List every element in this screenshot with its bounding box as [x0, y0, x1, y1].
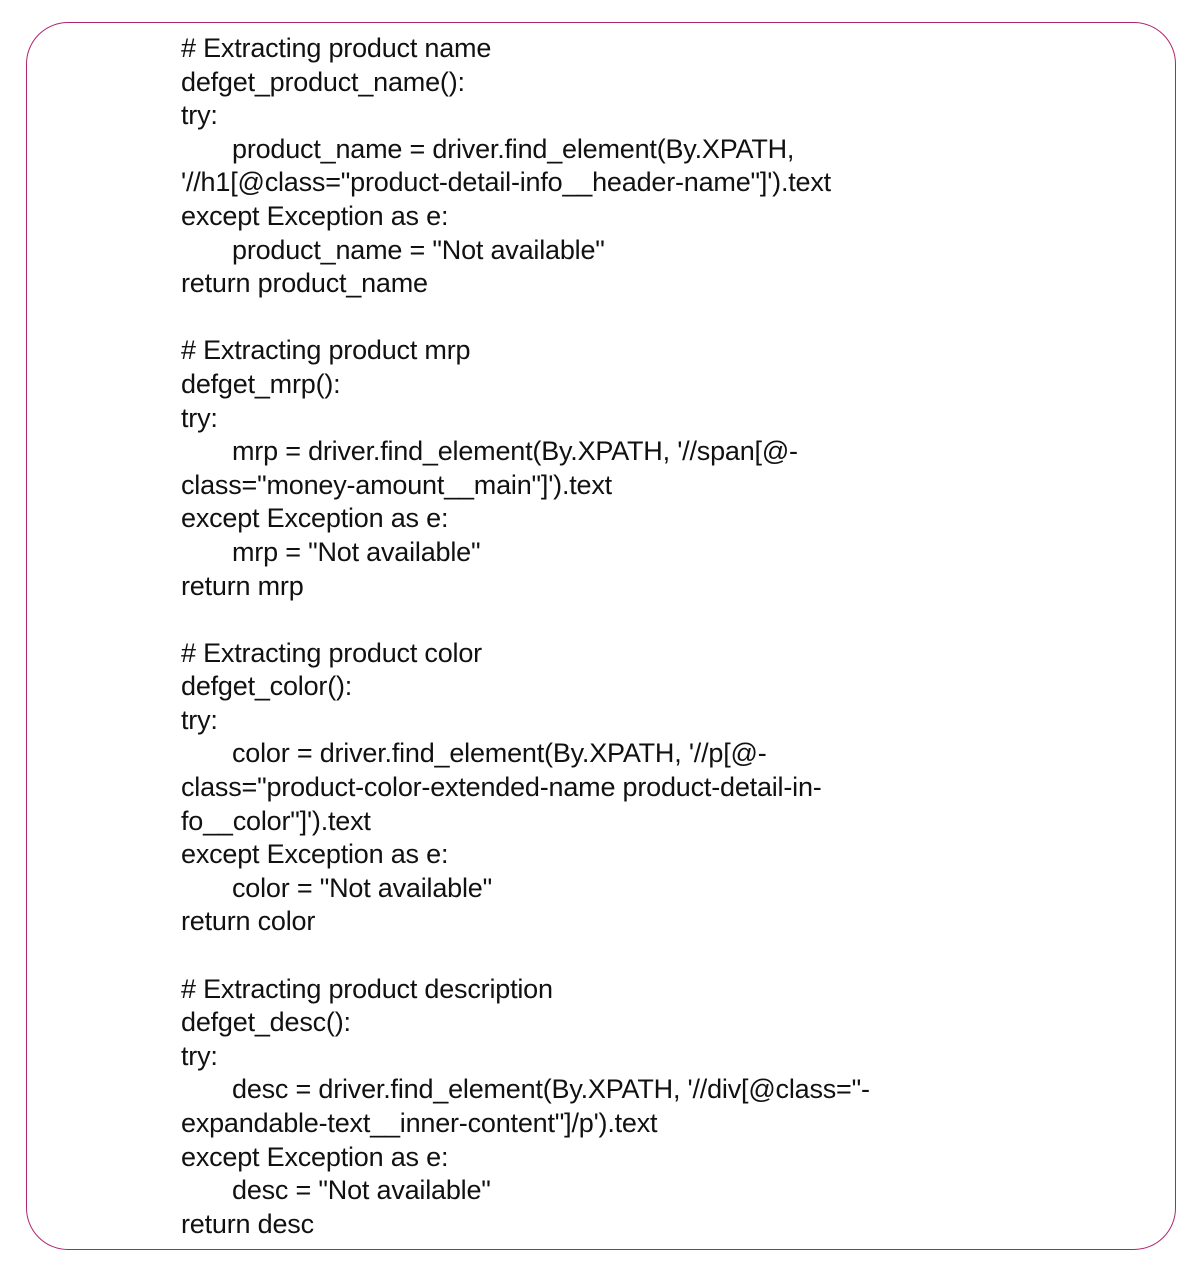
code-line: try:	[181, 402, 218, 433]
code-line: mrp = "Not available"	[232, 536, 481, 567]
code-line: class="money-amount__main"]').text	[181, 469, 612, 500]
code-block	[181, 32, 1041, 1241]
code-line: return mrp	[181, 570, 304, 601]
code-line: color = driver.find_element(By.XPATH, '//p[@-	[232, 738, 767, 769]
code-line: defget_color():	[181, 671, 353, 702]
code-line: class="product-color-extended-name product-detail-in-	[181, 772, 822, 803]
code-line: defget_desc():	[181, 1007, 351, 1038]
code-line: product_name = driver.find_element(By.XPATH,	[232, 133, 795, 164]
code-line: except Exception as e:	[181, 839, 449, 870]
code-line: color = "Not available"	[232, 872, 492, 903]
code-line: expandable-text__inner-content"]/p').text	[181, 1108, 658, 1138]
code-line: defget_product_name():	[181, 66, 465, 97]
code-line: except Exception as e:	[181, 503, 449, 534]
code-line: try:	[181, 100, 218, 131]
code-line: fo__color"]').text	[181, 805, 371, 836]
code-line: product_name = "Not available"	[232, 234, 605, 265]
blank-line	[181, 301, 1041, 335]
code-line: return desc	[181, 1208, 314, 1239]
blank-line	[181, 939, 1041, 973]
code-line: return product_name	[181, 268, 428, 299]
code-line: desc = "Not available"	[232, 1175, 491, 1206]
code-line: try:	[181, 1040, 218, 1071]
code-line: defget_mrp():	[181, 368, 341, 399]
code-line: except Exception as e:	[181, 200, 449, 231]
code-line: # Extracting product description	[181, 973, 553, 1004]
code-line: return color	[181, 906, 316, 937]
code-line: desc = driver.find_element(By.XPATH, '//div[@class="-	[232, 1074, 870, 1105]
code-line: # Extracting product mrp	[181, 335, 471, 366]
code-line: '//h1[@class="product-detail-info__header-name"]').text	[181, 167, 831, 198]
blank-line	[181, 603, 1041, 637]
code-line: try:	[181, 704, 218, 735]
code-line: except Exception as e:	[181, 1141, 449, 1172]
code-line: # Extracting product color	[181, 637, 482, 668]
code-line: # Extracting product name	[181, 33, 492, 63]
code-line: mrp = driver.find_element(By.XPATH, '//span[@-	[232, 436, 798, 467]
